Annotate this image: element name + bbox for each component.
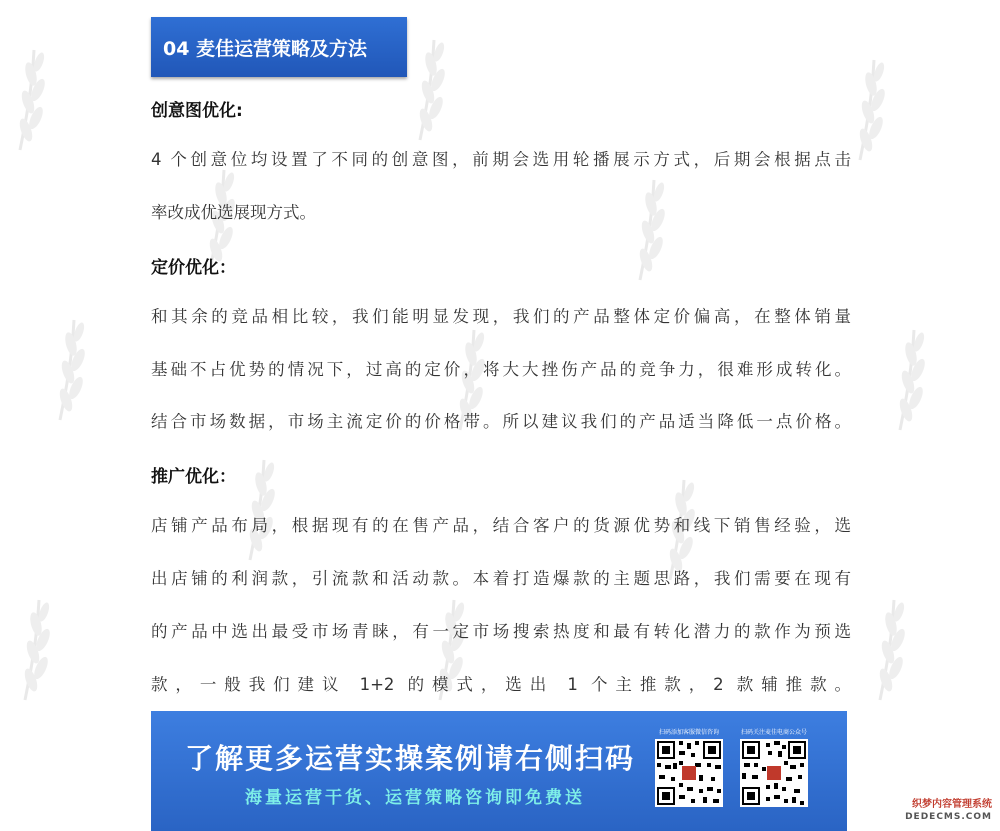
heading-promotion-optimization: 推广优化： bbox=[151, 467, 236, 487]
paragraph-line: 率改成优选展现方式。 bbox=[151, 203, 316, 222]
qr-customer-service[interactable] bbox=[651, 727, 727, 807]
banner-subtitle: 海量运营干货、运营策略咨询即免费送 bbox=[245, 788, 585, 808]
paragraph-line: 结合市场数据，市场主流定价的价格带。所以建议我们的产品适当降低一点价格。 bbox=[151, 412, 851, 431]
banner-title: 了解更多运营实操案例请右侧扫码 bbox=[185, 742, 636, 775]
paragraph-line: 4 个创意位均设置了不同的创意图，前期会选用轮播展示方式，后期会根据点击 bbox=[151, 150, 851, 169]
paragraph-line: 店铺产品布局，根据现有的在售产品，结合客户的货源优势和线下销售经验，选 bbox=[151, 516, 851, 535]
qr-code-icon bbox=[655, 739, 723, 807]
section-title-banner bbox=[151, 17, 407, 77]
qr-official-account[interactable] bbox=[736, 727, 812, 807]
site-watermark-logo bbox=[884, 799, 992, 825]
qr-caption: 扫码添加客服微信咨询 bbox=[658, 729, 719, 736]
watermark-line2: DEDECMS.COM bbox=[905, 812, 992, 822]
watermark-line1: 织梦内容管理系统 bbox=[912, 799, 992, 810]
paragraph-line: 出店铺的利润款，引流款和活动款。本着打造爆款的主题思路，我们需要在现有 bbox=[151, 569, 851, 588]
qr-caption: 扫码关注麦佳电商公众号 bbox=[740, 729, 807, 736]
promo-banner bbox=[151, 711, 847, 831]
paragraph-line: 的产品中选出最受市场青睐，有一定市场搜索热度和最有转化潜力的款作为预选 bbox=[151, 622, 851, 641]
section-title: 04 麦佳运营策略及方法 bbox=[163, 37, 368, 60]
heading-creative-optimization: 创意图优化: bbox=[151, 101, 243, 121]
paragraph-line: 基础不占优势的情况下，过高的定价，将大大挫伤产品的竞争力，很难形成转化。 bbox=[151, 360, 851, 379]
paragraph-line: 款，一般我们建议 1+2 的模式，选出 1 个主推款，2 款辅推款。 bbox=[151, 675, 851, 694]
qr-code-icon bbox=[740, 739, 808, 807]
paragraph-line: 和其余的竞品相比较，我们能明显发现，我们的产品整体定价偏高，在整体销量 bbox=[151, 307, 851, 326]
heading-pricing-optimization: 定价优化： bbox=[151, 258, 236, 278]
